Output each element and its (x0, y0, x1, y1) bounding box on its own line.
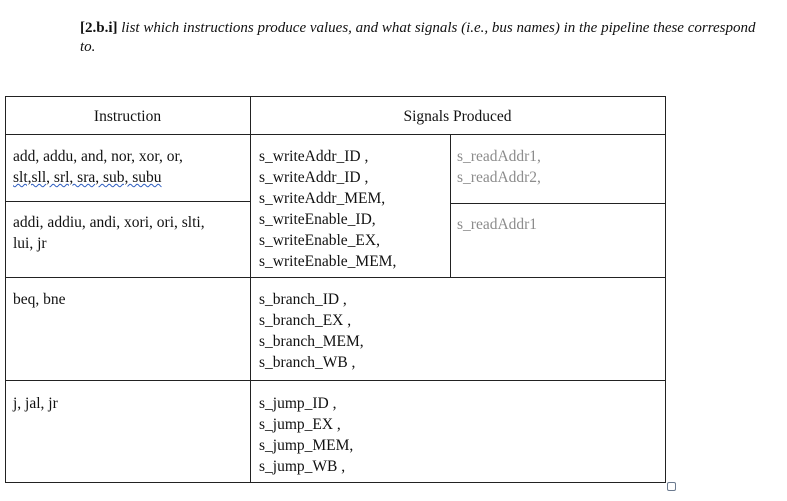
row3-instructions (13, 289, 66, 310)
row2-instruction-line2: lui, jr (13, 235, 47, 252)
header-instruction: Instruction (93, 108, 162, 125)
table-row-divider-1 (5, 201, 250, 202)
row3-signals (259, 289, 364, 373)
write-signal-4: s_writeEnable_ID, (259, 211, 376, 228)
row3-signal-4: s_branch_WB , (259, 354, 356, 371)
row4-signals (259, 393, 353, 477)
table-column-divider (250, 96, 251, 482)
row2-read-signals (457, 214, 537, 235)
row4-instructions (13, 393, 58, 414)
question-text (80, 19, 760, 57)
write-signal-3: s_writeAddr_MEM, (259, 190, 386, 207)
table-header-divider (5, 134, 666, 135)
row1-read-signal-2: s_readAddr2, (457, 169, 541, 186)
row3-signal-2: s_branch_EX , (259, 312, 352, 329)
row1-read-signals (457, 146, 541, 188)
table-resize-handle[interactable] (667, 482, 676, 491)
table-border-top (5, 96, 666, 97)
header-signals-produced: Signals Produced (403, 108, 512, 125)
question-prompt: list which instructions produce values, and what signals (i.e., bus names) in the pipeline these correspond to. (80, 20, 756, 55)
row1-instruction-line2-text: slt,sll, srl, sra, sub, subu (13, 169, 162, 186)
row4-instruction-line1: j, jal, jr (13, 395, 58, 412)
write-signal-6: s_writeEnable_MEM, (259, 253, 397, 270)
row4-signal-2: s_jump_EX , (259, 416, 341, 433)
table-border-left (5, 96, 6, 482)
row4-signal-1: s_jump_ID , (259, 395, 337, 412)
row2-instructions (13, 212, 205, 254)
table-subcolumn-divider (450, 134, 451, 277)
row3-signal-3: s_branch_MEM, (259, 333, 364, 350)
row1-read-signal-1: s_readAddr1, (457, 148, 541, 165)
row1-instructions (13, 146, 183, 188)
table-row-divider-1b (450, 203, 666, 204)
write-signal-1: s_writeAddr_ID , (259, 148, 369, 165)
row3-signal-1: s_branch_ID , (259, 291, 347, 308)
row1-instruction-line2 (13, 167, 183, 188)
table-row-divider-3 (5, 380, 666, 381)
row1-instruction-line1: add, addu, and, nor, xor, or, (13, 148, 183, 165)
row4-signal-4: s_jump_WB , (259, 458, 346, 475)
write-signal-2: s_writeAddr_ID , (259, 169, 369, 186)
shared-write-signals (259, 146, 396, 272)
question-number: [2.b.i] (80, 20, 118, 36)
table-border-right (665, 96, 666, 482)
table-row-divider-2 (5, 277, 666, 278)
row4-signal-3: s_jump_MEM, (259, 437, 354, 454)
row2-instruction-line1: addi, addiu, andi, xori, ori, slti, (13, 214, 205, 231)
row3-instruction-line1: beq, bne (13, 291, 66, 308)
write-signal-5: s_writeEnable_EX, (259, 232, 380, 249)
table-border-bottom (5, 482, 666, 483)
row2-read-signal-1: s_readAddr1 (457, 216, 538, 233)
